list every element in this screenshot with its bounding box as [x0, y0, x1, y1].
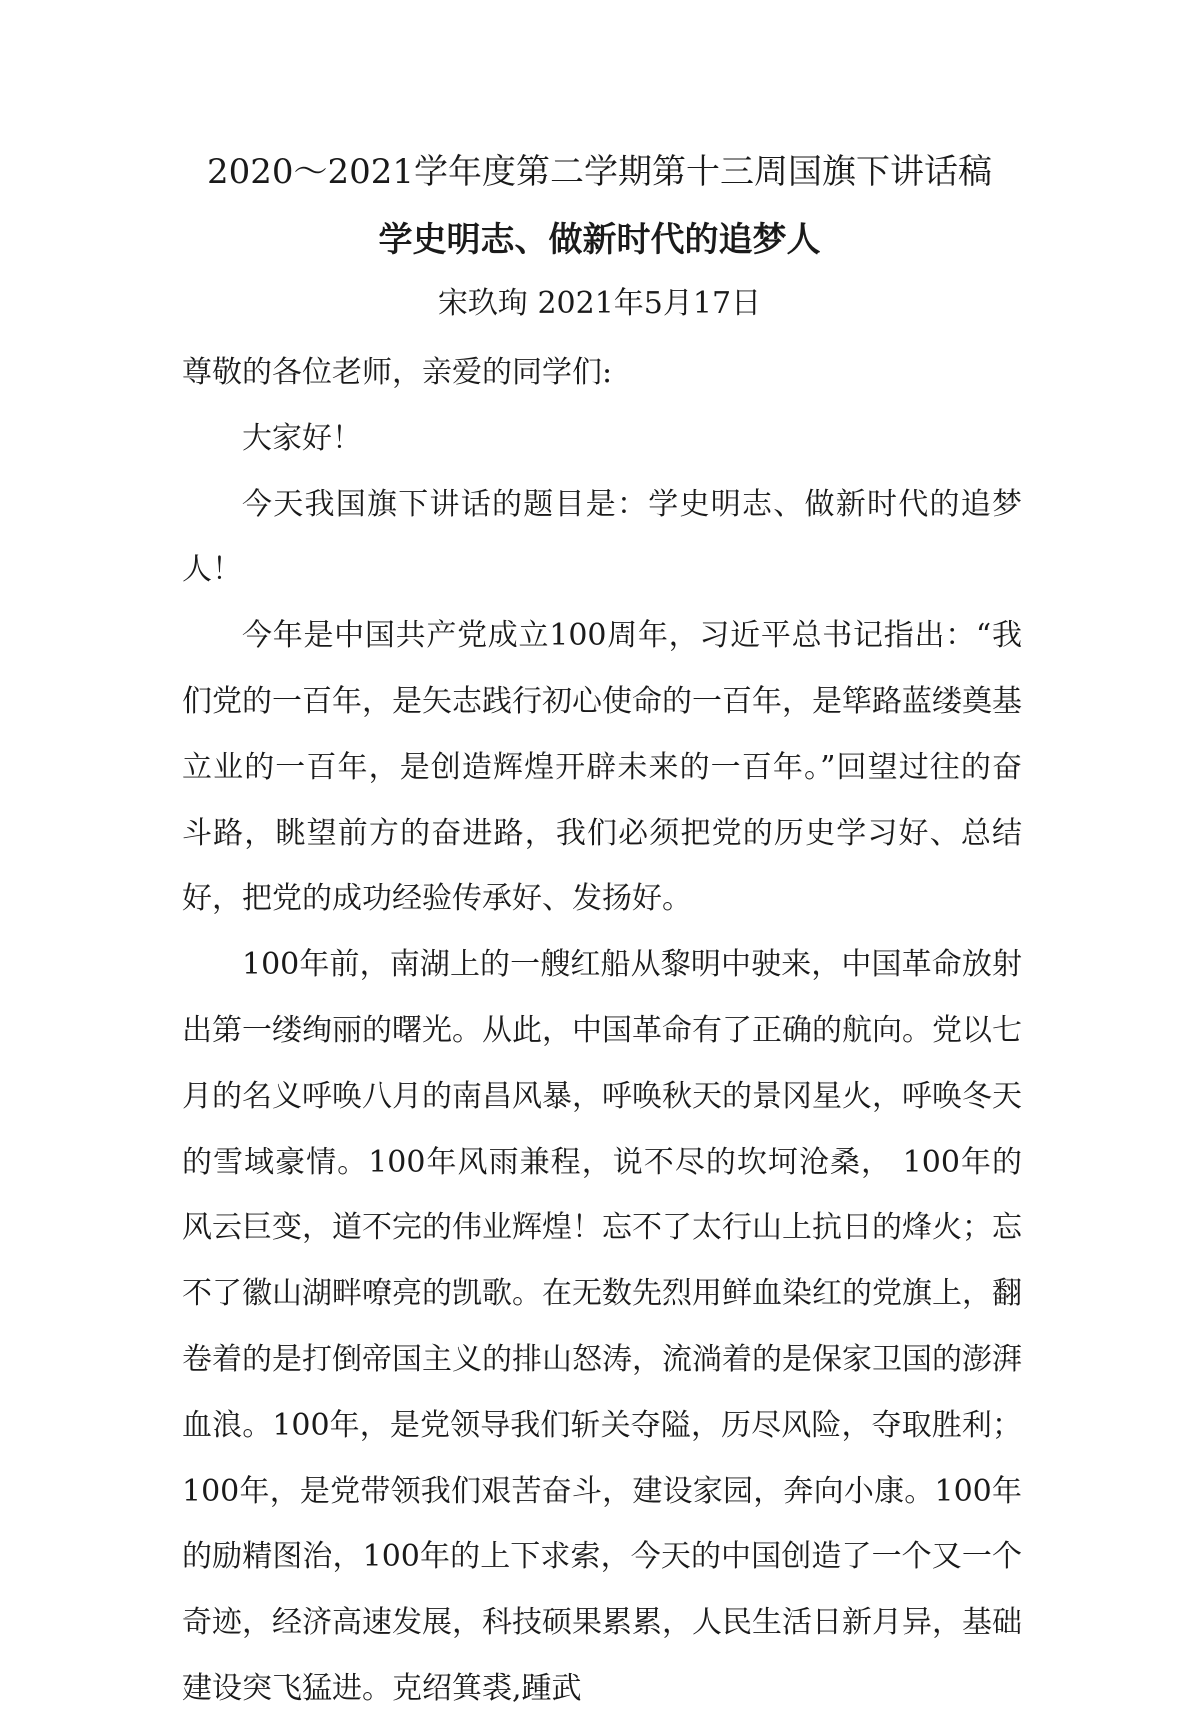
author-date-line: 宋玖珣 2021年5月17日 [437, 286, 762, 321]
document-title: 2020～2021学年度第二学期第十三周国旗下讲话稿 [206, 152, 993, 192]
topic-paragraph: 今天我国旗下讲话的题目是：学史明志、做新时代的追梦人！ [182, 486, 1022, 588]
greeting-paragraph: 大家好！ [242, 420, 362, 456]
speech-subtitle: 学史明志、做新时代的追梦人 [378, 220, 821, 260]
history-paragraph: 100年前，南湖上的一艘红船从黎明中驶来，中国革命放射出第一缕绚丽的曙光。从此，中国革命有了正确的航向。党以七月的名义呼唤八月的南昌风暴，呼唤秋天的景冈星火，呼唤冬天的雪域豪情。100年风雨兼程，说不尽的坎坷沧桑， 100年的风云巨变，道不完的伟业辉煌！忘不了太行山上抗日的烽火；忘不了徽山湖畔嘹亮的凯歌。在无数先烈用鲜血染红的党旗上，翻卷着的是打倒帝国主义的排山怒涛，流淌着的是保家卫国的澎湃血浪。100年，是党领导我们斩关夺隘，历尽风险，夺取胜利；100年，是党带领我们艰苦奋斗，建设家园，奔向小康。100年的励精图治，100年的上下求索，今天的中国创造了一个又一个奇迹，经济高速发展，科技硕果累累，人民生活日新月异，基础建设突飞猛进。克绍箕裘,踵武 [182, 947, 1022, 1706]
salutation: 尊敬的各位老师，亲爱的同学们: [182, 355, 613, 390]
speech-body [182, 340, 1022, 1722]
anniversary-paragraph: 今年是中国共产党成立100周年，习近平总书记指出：“我们党的一百年，是矢志践行初心使命的一百年，是筚路蓝缕奠基立业的一百年，是创造辉煌开辟未来的一百年。”回望过往的奋斗路，眺望前方的奋进路，我们必须把党的历史学习好、总结好，把党的成功经验传承好、发扬好。 [182, 618, 1022, 917]
